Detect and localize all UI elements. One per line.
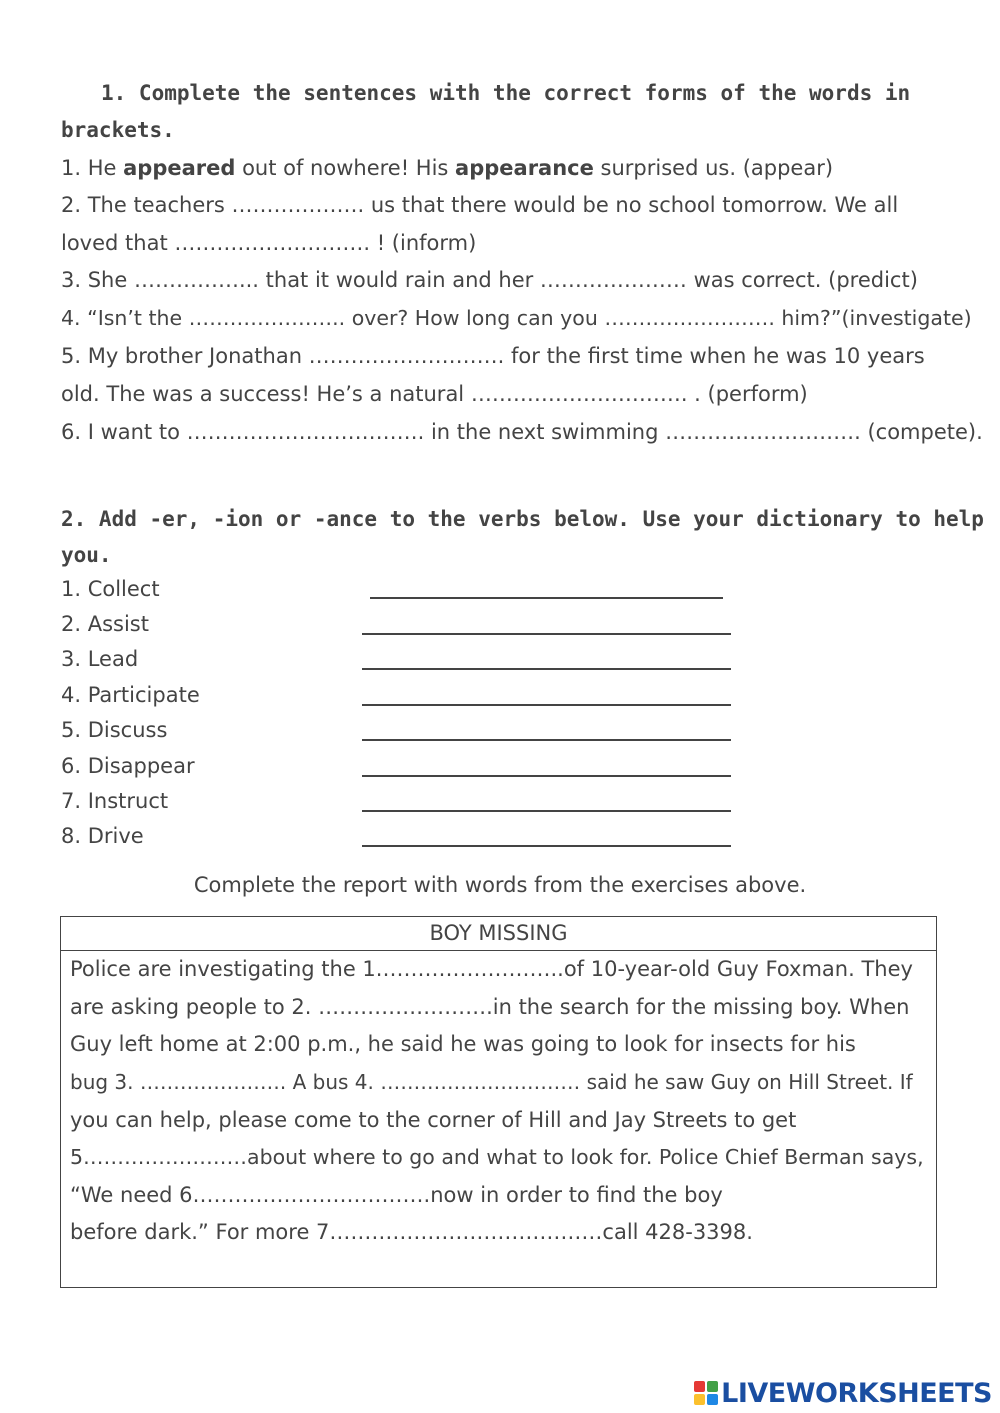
exercise1-line-3: 3. She ……………... that it would rain and her ………………… was correct. (predict): [61, 268, 918, 292]
answer-blank-instruct[interactable]: [362, 810, 731, 812]
report-line-5: you can help, please come to the corner of Hill and Jay Streets to get: [70, 1108, 797, 1132]
report-line-4: bug 3. …………………. A bus 4. ………………………… said he saw Guy on Hill Street. If: [70, 1070, 913, 1094]
exercise2-title-line2: you.: [61, 543, 112, 567]
answer-blank-assist[interactable]: [362, 633, 731, 635]
verb-item-disappear: 6. Disappear: [61, 754, 195, 778]
example-bold-appearance: appearance: [455, 156, 594, 180]
report-line-8: before dark.” For more 7…………………………………call 428-3398.: [70, 1220, 753, 1244]
answer-blank-disappear[interactable]: [362, 775, 731, 777]
exercise1-line-4: 4. “Isn’t the ………………….. over? How long can you ……………………. him?”(investigate): [61, 306, 972, 330]
exercise1-example: [61, 154, 833, 182]
exercise1-line-6: 6. I want to ……………………………. in the next swimming ………………………. (compete).: [61, 420, 983, 444]
answer-blank-collect[interactable]: [370, 597, 723, 599]
liveworksheets-logo-icon: [694, 1381, 718, 1405]
exercise1-line-5a: 5. My brother Jonathan ………………………. for the first time when he was 10 years: [61, 344, 925, 368]
report-instruction: Complete the report with words from the exercises above.: [193, 873, 807, 897]
logo-square-green: [707, 1381, 718, 1392]
exercise1-line-2a: 2. The teachers ………………. us that there would be no school tomorrow. We all: [61, 193, 899, 217]
report-heading: BOY MISSING: [61, 917, 936, 951]
example-text-1: 1. He: [61, 156, 124, 180]
exercise1-line-2b: loved that ………………………. ! (inform): [61, 231, 477, 255]
report-line-1: Police are investigating the 1.……………………..of 10-year-old Guy Foxman. They: [70, 957, 913, 981]
answer-blank-participate[interactable]: [362, 704, 731, 706]
report-box: [60, 916, 937, 1288]
exercise1-title-line2: brackets.: [61, 118, 175, 142]
liveworksheets-logo-text: LIVEWORKSHEETS: [721, 1377, 992, 1409]
verb-item-collect: 1. Collect: [61, 577, 160, 601]
exercise1-title-line1: 1. Complete the sentences with the correct forms of the words in: [101, 81, 911, 105]
exercise1-line-5b: old. The was a success! He’s a natural …………………………. . (perform): [61, 382, 808, 406]
exercise2-title-line1: 2. Add -er, -ion or -ance to the verbs below. Use your dictionary to help: [61, 507, 984, 531]
logo-square-red: [694, 1381, 705, 1392]
verb-item-participate: 4. Participate: [61, 683, 200, 707]
report-line-7: “We need 6…………………………….now in order to find the boy: [70, 1183, 723, 1207]
verb-item-discuss: 5. Discuss: [61, 718, 168, 742]
answer-blank-discuss[interactable]: [362, 739, 731, 741]
liveworksheets-logo[interactable]: [694, 1378, 992, 1408]
verb-item-assist: 2. Assist: [61, 612, 149, 636]
example-text-3: surprised us. (appear): [593, 156, 834, 180]
verb-item-instruct: 7. Instruct: [61, 789, 169, 813]
logo-square-blue: [707, 1394, 718, 1405]
report-line-3: Guy left home at 2:00 p.m., he said he was going to look for insects for his: [70, 1032, 856, 1056]
verb-item-drive: 8. Drive: [61, 824, 144, 848]
example-text-2: out of nowhere! His: [235, 156, 456, 180]
answer-blank-lead[interactable]: [362, 668, 731, 670]
report-line-2: are asking people to 2. …………………….in the search for the missing boy. When: [70, 995, 910, 1019]
example-bold-appeared: appeared: [123, 156, 236, 180]
logo-square-yellow: [694, 1394, 705, 1405]
report-line-6: 5……………………about where to go and what to look for. Police Chief Berman says,: [70, 1145, 924, 1169]
verb-item-lead: 3. Lead: [61, 647, 139, 671]
answer-blank-drive[interactable]: [362, 845, 731, 847]
